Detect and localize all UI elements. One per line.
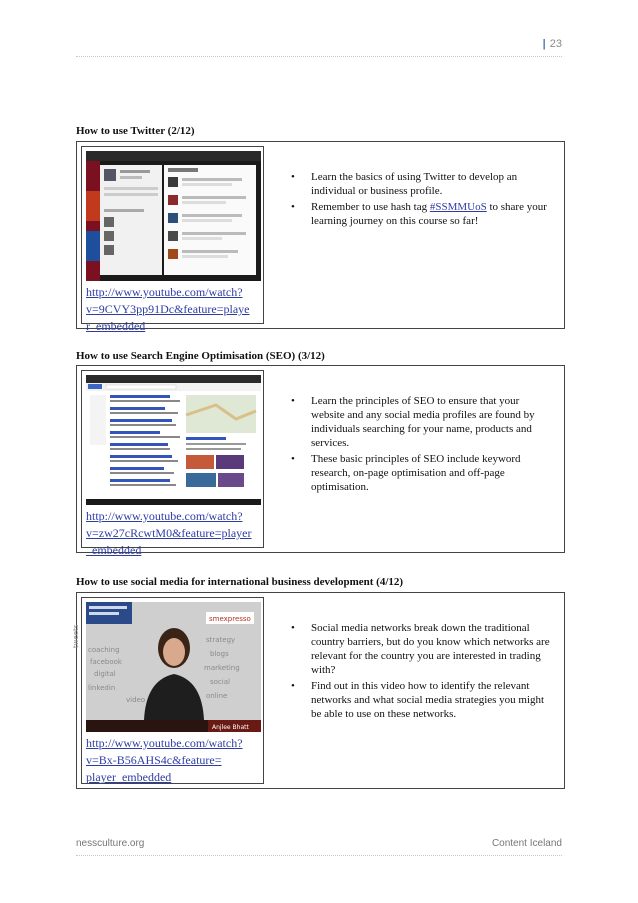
bullet-item <box>289 394 552 450</box>
presenter-video-image <box>72 602 261 732</box>
svg-text:video: video <box>126 696 146 704</box>
bullet-dot: • <box>291 680 295 692</box>
svg-text:strategy: strategy <box>206 636 236 644</box>
video-link-line: http://www.youtube.com/watch? <box>86 285 243 299</box>
bullet-text: Learn the basics of using Twitter to develop an individual or business profile. <box>311 171 518 197</box>
twitter-screenshot-image <box>86 151 261 281</box>
video-cell-seo <box>81 370 264 557</box>
bullet-text: Find out in this video how to identify the relevant networks and what social media strategies you might be able to use on these networks. <box>311 680 545 720</box>
section-title-international: How to use social media for international business development (4/12) <box>76 576 404 588</box>
bullet-dot: • <box>291 201 295 213</box>
svg-text:tweets: tweets <box>72 624 80 648</box>
bullet-list-seo <box>289 394 552 496</box>
video-link-line: _embedded <box>86 543 142 557</box>
svg-text:social: social <box>210 678 230 686</box>
footer-brand: Content Iceland <box>491 838 562 849</box>
bullet-item <box>289 621 552 677</box>
video-link-international[interactable] <box>86 735 261 786</box>
video-table-twitter <box>76 141 565 333</box>
bullet-dot: • <box>291 622 295 634</box>
section-title-seo: How to use Search Engine Optimisation (SEO) (3/12) <box>76 350 325 362</box>
header-divider <box>76 56 562 57</box>
svg-text:coaching: coaching <box>88 646 120 654</box>
video-link-seo[interactable] <box>86 508 261 559</box>
video-table-seo <box>76 365 565 557</box>
video-link-line: player_embedded <box>86 770 172 784</box>
video-thumbnail-international[interactable] <box>72 602 261 732</box>
bullet-text: to share your learning journey on this course so far! <box>311 201 547 227</box>
video-thumbnail-seo[interactable] <box>86 375 261 505</box>
video-link-twitter[interactable] <box>86 284 261 335</box>
svg-text:blogs: blogs <box>210 650 229 658</box>
bullet-text: Learn the principles of SEO to ensure that your website and any social media profiles are found by individuals searching for your name, products and services. <box>311 395 535 449</box>
video-cell-international <box>72 597 264 784</box>
bullet-dot: • <box>291 453 295 465</box>
footer-divider <box>76 855 562 856</box>
presenter-name: Anjlee Bhatt <box>212 724 249 731</box>
video-link-line: v=Bx-B56AHS4c&feature= <box>86 753 222 767</box>
video-thumbnail-twitter[interactable] <box>86 151 261 281</box>
video-link-line: v=9CVY3pp91Dc&feature=playe <box>86 302 250 316</box>
page-number-divider: | <box>542 38 546 50</box>
section-title-twitter: How to use Twitter (2/12) <box>76 125 195 137</box>
seo-screenshot-image <box>86 375 261 505</box>
bullet-text: Social media networks break down the traditional country barriers, but do you know which networks are relevant for the country you are interested in trading with? <box>311 622 550 676</box>
bullet-item <box>289 679 552 721</box>
bullet-list-international <box>289 621 552 723</box>
bullet-dot: • <box>291 171 295 183</box>
page-number <box>543 38 562 50</box>
page-number-value: 23 <box>549 38 562 50</box>
svg-text:marketing: marketing <box>204 664 240 672</box>
svg-text:linkedin: linkedin <box>88 684 116 692</box>
bullet-item <box>289 170 552 198</box>
video-link-line: http://www.youtube.com/watch? <box>86 509 243 523</box>
video-cell-twitter <box>81 146 264 333</box>
svg-text:digital: digital <box>94 670 116 678</box>
footer-site: nessculture.org <box>76 838 145 849</box>
video-link-line: r_embedded <box>86 319 146 333</box>
video-table-international <box>72 592 565 789</box>
bullet-text: Remember to use hash tag <box>311 201 430 213</box>
svg-text:facebook: facebook <box>90 658 122 666</box>
bullet-text: These basic principles of SEO include keyword research, on-page optimisation and off-page optimisation. <box>311 453 521 493</box>
bullet-list-twitter <box>289 170 552 230</box>
bullet-dot: • <box>291 395 295 407</box>
video-link-line: http://www.youtube.com/watch? <box>86 736 243 750</box>
bullet-item <box>289 452 552 494</box>
bullet-item <box>289 200 552 228</box>
video-logo: smexpresso <box>209 615 251 623</box>
video-link-line: v=zw27cRcwtM0&feature=player <box>86 526 252 540</box>
hashtag-link[interactable]: #SSMMUoS <box>429 201 487 213</box>
svg-text:online: online <box>206 692 228 700</box>
